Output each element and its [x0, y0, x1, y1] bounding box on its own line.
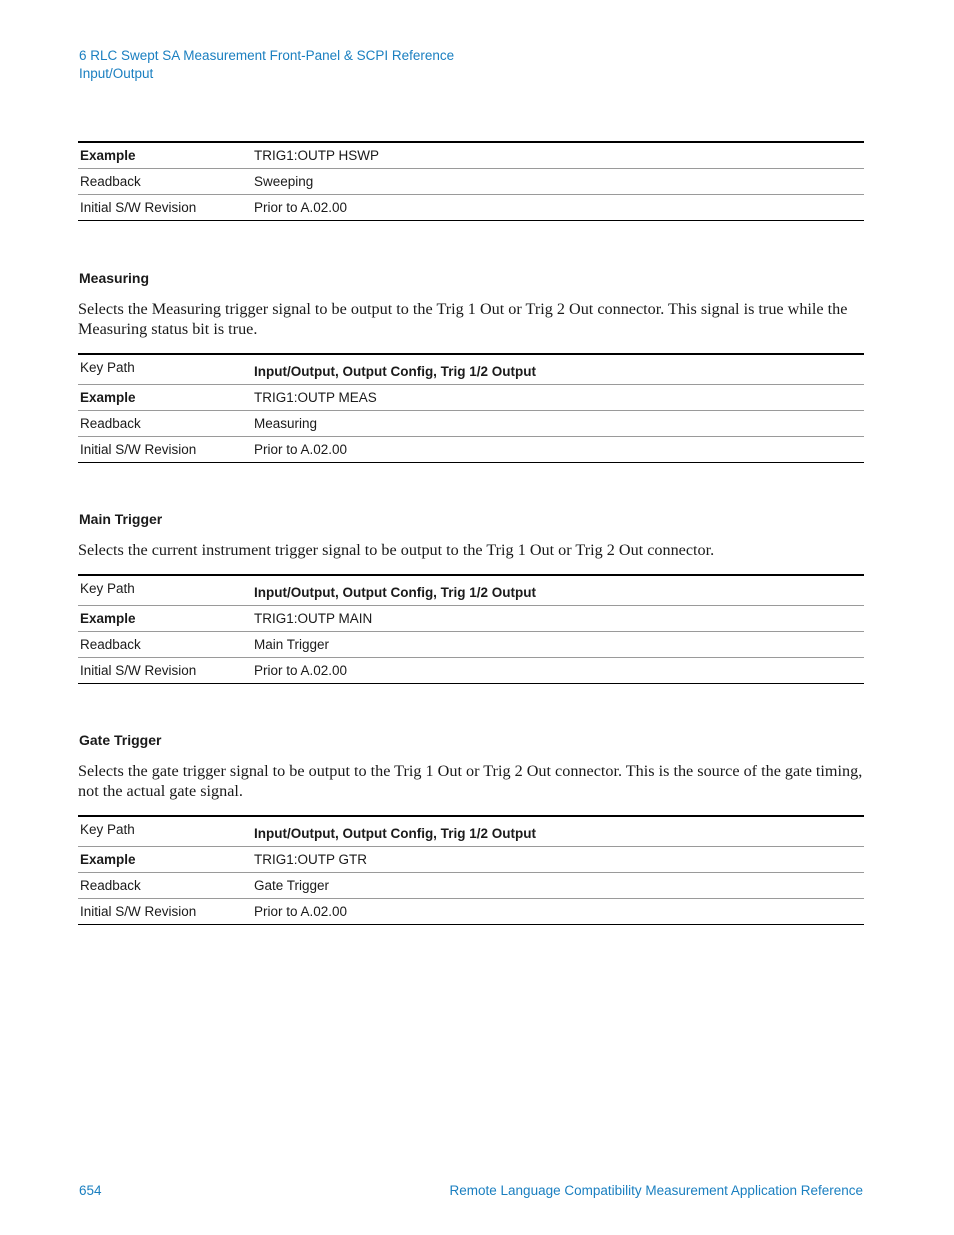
row-label-readback: Readback — [80, 637, 141, 652]
row-value-revision: Prior to A.02.00 — [254, 904, 348, 919]
row-label-revision: Initial S/W Revision — [80, 663, 197, 678]
section-title-main-trigger: Main Trigger — [79, 511, 163, 527]
row-label-key-path: Key Path — [80, 822, 135, 837]
row-value-example: TRIG1:OUTP GTR — [254, 852, 368, 867]
table-row — [78, 385, 864, 411]
row-value-revision: Prior to A.02.00 — [254, 442, 348, 457]
table-row — [78, 169, 864, 195]
row-label-example: Example — [80, 611, 136, 626]
footer-book-title: Remote Language Compatibility Measurement Application Reference — [449, 1183, 863, 1198]
main-trigger-command-table — [78, 574, 864, 684]
row-value-key-path: Input/Output, Output Config, Trig 1/2 Output — [254, 826, 536, 841]
table-row — [78, 873, 864, 899]
gate-trigger-command-table — [78, 815, 864, 925]
row-label-key-path: Key Path — [80, 360, 135, 375]
row-label-revision: Initial S/W Revision — [80, 442, 197, 457]
section-description-gate-trigger: Selects the gate trigger signal to be output to the Trig 1 Out or Trig 2 Out connector. This is the source of the gate timing, not the actual gate signal. — [78, 762, 863, 800]
row-label-revision: Initial S/W Revision — [80, 904, 197, 919]
section-title-gate-trigger: Gate Trigger — [79, 732, 162, 748]
row-value-readback: Main Trigger — [254, 637, 330, 652]
row-value-example: TRIG1:OUTP MAIN — [254, 611, 373, 626]
hswp-command-table — [78, 141, 864, 221]
running-header-chapter: 6 RLC Swept SA Measurement Front-Panel & SCPI Reference — [79, 48, 455, 63]
row-label-readback: Readback — [80, 878, 141, 893]
table-row — [78, 899, 864, 925]
section-title-measuring: Measuring — [79, 270, 150, 286]
table-row — [78, 143, 864, 169]
row-label-example: Example — [80, 852, 136, 867]
page-number: 654 — [79, 1183, 102, 1198]
row-label-key-path: Key Path — [80, 581, 135, 596]
running-header-section: Input/Output — [79, 66, 154, 81]
table-row — [78, 658, 864, 684]
row-label-example: Example — [80, 390, 136, 405]
section-description-measuring: Selects the Measuring trigger signal to be output to the Trig 1 Out or Trig 2 Out connector. This signal is true while the Measuring status bit is true. — [78, 300, 848, 338]
row-value-readback: Measuring — [254, 416, 318, 431]
row-value-key-path: Input/Output, Output Config, Trig 1/2 Output — [254, 364, 536, 379]
row-label-readback: Readback — [80, 416, 141, 431]
row-value-example: TRIG1:OUTP MEAS — [254, 390, 377, 405]
table-row — [78, 437, 864, 463]
row-label-revision: Initial S/W Revision — [80, 200, 197, 215]
row-label-example: Example — [80, 148, 136, 163]
row-value-readback: Sweeping — [254, 174, 314, 189]
table-row — [78, 355, 864, 385]
table-row — [78, 195, 864, 221]
measuring-command-table — [78, 353, 864, 463]
row-value-readback: Gate Trigger — [254, 878, 330, 893]
row-value-revision: Prior to A.02.00 — [254, 200, 348, 215]
row-label-readback: Readback — [80, 174, 141, 189]
table-row — [78, 576, 864, 606]
table-row — [78, 411, 864, 437]
section-description-main-trigger: Selects the current instrument trigger signal to be output to the Trig 1 Out or Trig 2 Out connector. — [78, 541, 715, 559]
row-value-example: TRIG1:OUTP HSWP — [254, 148, 380, 163]
table-row — [78, 606, 864, 632]
table-row — [78, 632, 864, 658]
row-value-key-path: Input/Output, Output Config, Trig 1/2 Output — [254, 585, 536, 600]
row-value-revision: Prior to A.02.00 — [254, 663, 348, 678]
table-row — [78, 847, 864, 873]
table-row — [78, 817, 864, 847]
